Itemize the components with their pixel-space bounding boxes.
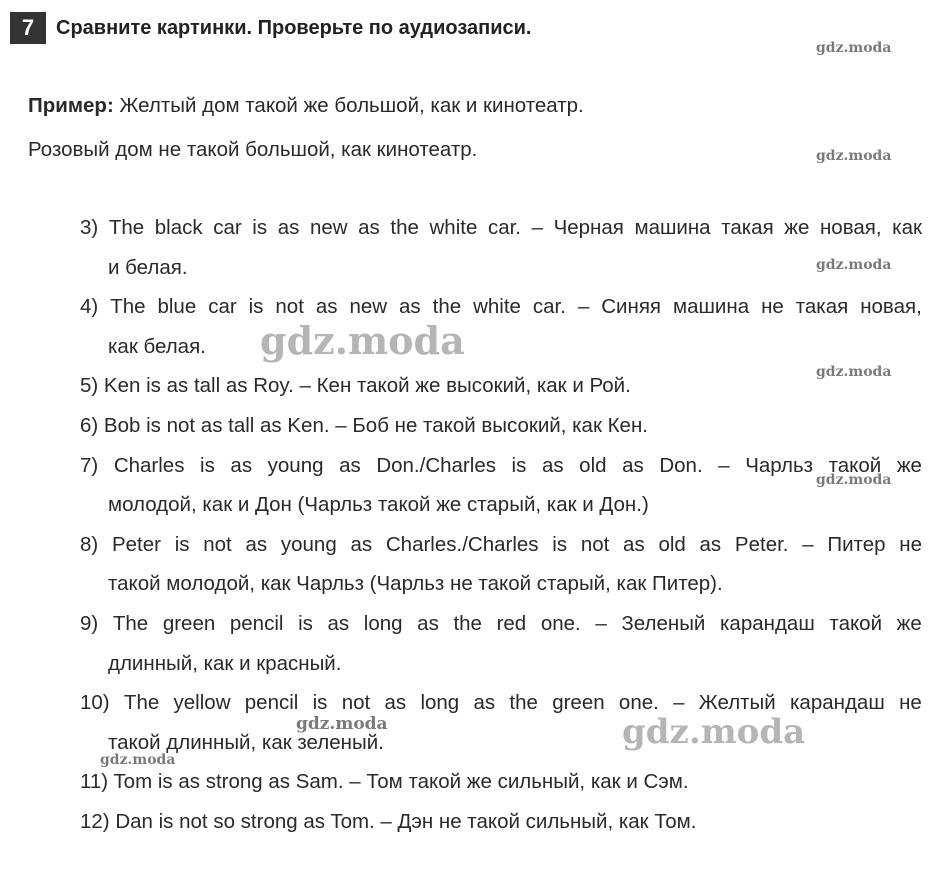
answer-word: green <box>162 611 216 635</box>
answer-word: not <box>275 295 304 319</box>
answer-word: The <box>110 295 146 319</box>
answer-word: as <box>699 532 722 556</box>
answer-word: old <box>579 453 607 477</box>
answer-word: карандаш <box>720 611 815 635</box>
answer-line <box>80 287 922 327</box>
answer-word: as <box>315 295 338 319</box>
answer-word: blue <box>157 295 197 319</box>
answer-word: Peter. <box>734 532 789 556</box>
task-title: Сравните картинки. Проверьте по аудиозаписи. <box>56 16 532 39</box>
watermark-small: gdz.moda <box>816 472 892 488</box>
answer-word: – <box>531 216 543 239</box>
task-number-badge: 7 <box>10 12 46 44</box>
answer-item <box>80 762 922 802</box>
answer-word: is <box>552 532 568 556</box>
answer-line <box>80 446 922 486</box>
answer-word: as <box>473 691 496 715</box>
answer-word: is <box>511 453 527 477</box>
answer-word: 8) <box>80 532 99 556</box>
answer-word: Питер <box>827 532 886 556</box>
answer-item <box>80 802 922 842</box>
watermark-small: gdz.moda <box>100 752 176 768</box>
answer-word: long <box>420 691 460 715</box>
answer-word: такая <box>795 295 849 319</box>
watermark-large: gdz.moda <box>622 712 806 752</box>
answer-continuation: такой молодой, как Чарльз (Чарльз не такой старый, как Питер). <box>108 572 723 596</box>
answer-text: 6) Bob is not as tall as Ken. – Боб не такой высокий, как Кен. <box>80 413 648 437</box>
answer-word: Charles./Charles <box>385 532 539 556</box>
answer-word: as <box>399 295 421 319</box>
answer-word: as <box>339 453 361 477</box>
answer-word: 10) <box>80 691 110 715</box>
answer-word: is <box>298 611 313 635</box>
answer-word: is <box>252 216 268 239</box>
answer-word: as <box>245 532 268 556</box>
answer-text: 12) Dan is not so strong as Tom. – Дэн не такой сильный, как Том. <box>80 809 697 833</box>
answer-word: машина <box>634 216 711 239</box>
answer-line <box>80 604 922 644</box>
answer-word: же <box>784 216 810 239</box>
answer-word: 4) <box>80 295 99 319</box>
answer-item <box>80 406 922 446</box>
answer-word: Желтый <box>698 691 776 715</box>
answer-word: long <box>363 611 403 635</box>
answer-word: – <box>718 453 730 477</box>
watermark-small: gdz.moda <box>816 40 892 56</box>
answer-word: такой <box>828 453 882 477</box>
answer-word: as <box>417 611 439 635</box>
answer-word: white <box>429 216 478 239</box>
answer-word: не <box>899 532 922 556</box>
answer-word: red <box>496 611 527 635</box>
watermark-small: gdz.moda <box>816 148 892 164</box>
answer-word: The <box>123 691 160 715</box>
answer-word: pencil <box>229 611 284 635</box>
example-text-1: Желтый дом такой же большой, как и кинотеатр. <box>119 94 584 117</box>
answer-word: as <box>350 532 373 556</box>
watermark-small: gdz.moda <box>296 714 388 734</box>
answer-item <box>80 446 922 525</box>
answer-word: такая <box>721 216 774 239</box>
answer-word: car. <box>532 295 566 319</box>
watermark-small: gdz.moda <box>816 257 892 273</box>
answer-line <box>80 762 922 802</box>
answer-word: black <box>154 216 203 239</box>
answer-word: not <box>341 691 371 715</box>
answer-word: as <box>622 453 644 477</box>
answer-word: yellow <box>173 691 231 715</box>
answer-word: Charles <box>113 453 185 477</box>
watermark-small: gdz.moda <box>816 364 892 380</box>
answer-line <box>80 208 922 248</box>
answer-word: Don. <box>659 453 703 477</box>
answer-word: машина <box>672 295 750 319</box>
answer-word: new <box>349 295 388 319</box>
answer-word: is <box>174 532 190 556</box>
answer-item <box>80 208 922 287</box>
example-text-2: Розовый дом не такой большой, как кинотеатр. <box>28 138 478 161</box>
answer-word: new <box>309 216 348 239</box>
watermark-large: gdz.moda <box>260 318 465 363</box>
example-label: Пример: <box>28 94 114 117</box>
answer-word: 9) <box>80 611 99 635</box>
answer-word: is <box>200 453 215 477</box>
answer-word: Зеленый <box>621 611 706 635</box>
example-line-1 <box>28 94 584 118</box>
answer-word: car <box>208 295 237 319</box>
answer-word: as <box>230 453 253 477</box>
answer-word: – <box>673 691 685 715</box>
answer-word: not <box>203 532 232 556</box>
answer-word: not <box>580 532 610 556</box>
answer-line <box>80 802 922 842</box>
answer-item <box>80 366 922 406</box>
example-line-2 <box>28 138 477 162</box>
task-header <box>10 12 532 44</box>
answer-continuation: как белая. <box>108 334 206 358</box>
answer-continuation: длинный, как и красный. <box>108 651 342 675</box>
answer-word: pencil <box>244 691 299 715</box>
answer-word: такой <box>829 611 883 635</box>
answer-word: as <box>277 216 300 239</box>
answer-word: не <box>761 295 784 319</box>
answer-text: 5) Ken is as tall as Roy. – Кен такой же высокий, как и Рой. <box>80 374 631 398</box>
answer-text: 11) Tom is as strong as Sam. – Том такой же сильный, как и Сэм. <box>80 770 689 794</box>
answer-word: – <box>802 532 814 556</box>
answer-word: is <box>312 691 328 715</box>
answer-word: Черная <box>553 216 624 239</box>
answer-word: как <box>892 216 922 239</box>
answer-word: – <box>577 295 590 319</box>
answer-word: же <box>896 611 922 635</box>
answer-word: же <box>896 453 922 477</box>
answer-word: as <box>384 691 407 715</box>
answer-word: The <box>108 216 145 239</box>
answer-word: – <box>595 611 607 635</box>
answer-word: old <box>658 532 686 556</box>
answer-word: карандаш <box>790 691 885 715</box>
answer-word: 3) <box>80 216 99 239</box>
answer-word: as <box>358 216 380 239</box>
answer-item <box>80 604 922 683</box>
answer-item <box>80 287 922 366</box>
answer-word: green <box>552 691 605 715</box>
answer-word: новая, <box>860 295 922 319</box>
answer-word: The <box>112 611 149 635</box>
answer-word: young <box>280 532 337 556</box>
answer-word: новая, <box>819 216 882 239</box>
answer-line <box>80 525 922 565</box>
answer-word: 7) <box>80 453 99 477</box>
answer-word: the <box>390 216 419 239</box>
answer-continuation: и белая. <box>108 255 188 279</box>
answer-line <box>80 406 922 446</box>
answer-word: Синяя <box>601 295 662 319</box>
answer-word: the <box>509 691 538 715</box>
answer-word: Don./Charles <box>376 453 496 477</box>
answer-word: one. <box>618 691 659 715</box>
answer-item <box>80 525 922 604</box>
answer-word: car <box>213 216 242 239</box>
answer-word: as <box>327 611 350 635</box>
answer-word: as <box>541 453 564 477</box>
answer-word: не <box>899 691 922 715</box>
answer-continuation: молодой, как и Дон (Чарльз такой же старый, как и Дон.) <box>108 493 649 517</box>
answer-word: as <box>623 532 645 556</box>
answer-word: young <box>267 453 324 477</box>
answer-word: the <box>432 295 462 319</box>
answer-word: is <box>248 295 264 319</box>
answer-word: white <box>473 295 521 319</box>
answer-word: one. <box>540 611 581 635</box>
answer-line <box>80 366 922 406</box>
answer-word: the <box>453 611 482 635</box>
answer-continuation: такой длинный, как зеленый. <box>108 730 384 754</box>
answer-word: car. <box>487 216 521 239</box>
answer-word: Peter <box>111 532 161 556</box>
answer-word: Чарльз <box>745 453 814 477</box>
